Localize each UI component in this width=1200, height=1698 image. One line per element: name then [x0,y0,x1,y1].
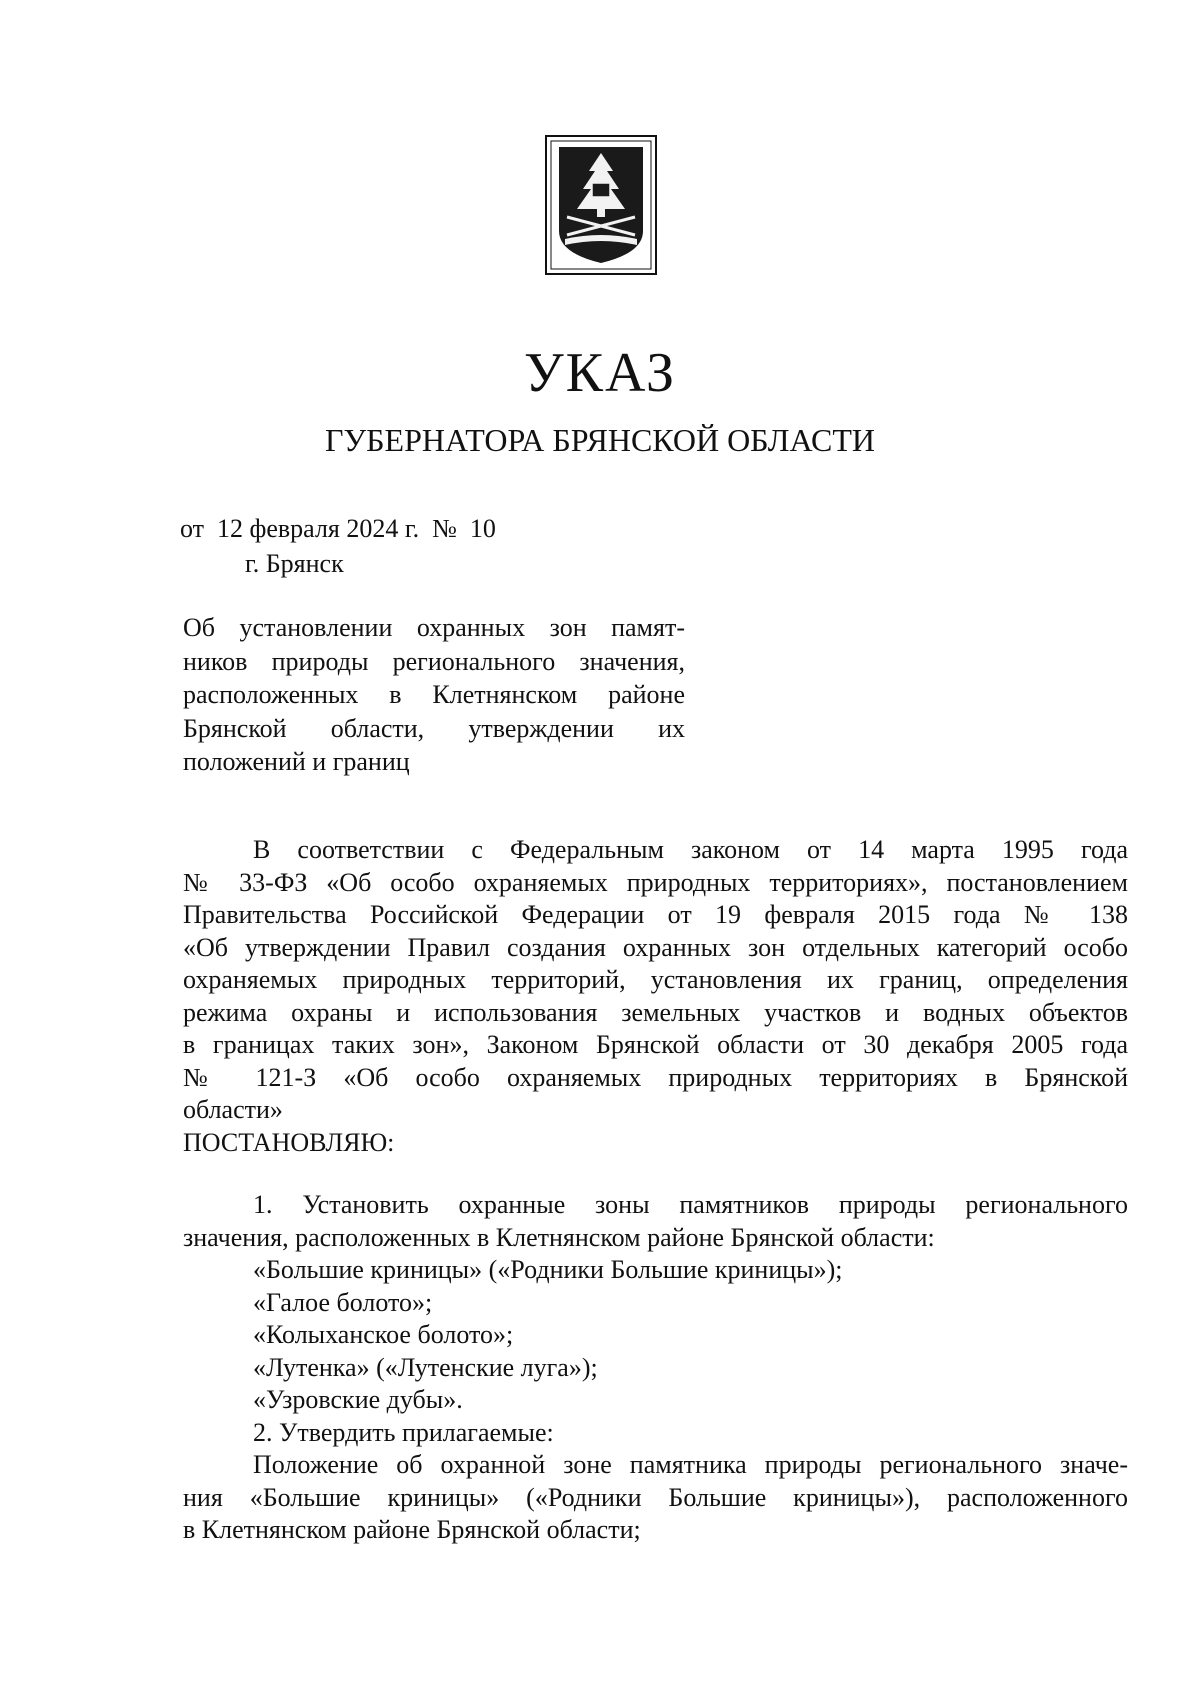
heading-line: Брянской области, утверждении их [183,713,685,743]
heading-line: ников природы регионального значения, [183,646,685,676]
preamble-line: № 121-З «Об особо охраняемых природных территориях в Брянской [183,1062,1128,1092]
item1-list-entry: «Галое болото»; [253,1287,433,1317]
item1-list-entry: «Большие криницы» («Родники Большие криницы»); [253,1255,843,1284]
document-city: г. Брянск [245,549,344,578]
document-date-number: от 12 февраля 2024 г. № 10 [180,514,496,543]
preamble-line: Правительства Российской Федерации от 19 февраля 2015 года № 138 [183,900,1128,929]
item1-line: 1. Установить охранные зоны памятников природы регионального [253,1190,1128,1219]
heading-line: расположенных в Клетнянском районе [183,680,685,709]
preamble-line: в границах таких зон», Законом Брянской области от 30 декабря 2005 года [183,1030,1128,1059]
paragraph-gap [183,1159,1128,1189]
item2-line: в Клетнянском районе Брянской области; [183,1515,641,1544]
decree-word: ПОСТАНОВЛЯЮ: [183,1127,395,1157]
preamble-line: № 33-ФЗ «Об особо охраняемых природных территориях», постановлением [183,867,1128,897]
item1-list-entry: «Лутенка» («Лутенские луга»); [253,1352,598,1382]
document-body [183,834,1128,1547]
item1-list-entry: «Колыханское болото»; [253,1320,514,1349]
preamble-line: охраняемых природных территорий, установления их границ, определения [183,965,1128,994]
document-heading [183,611,685,779]
preamble-line: области» [183,1095,283,1124]
preamble-line: «Об утверждении Правил создания охранных зон отдельных категорий особо [183,932,1128,962]
item1-list-entry: «Узровские дубы». [253,1385,463,1414]
heading-line: Об установлении охранных зон памят- [183,613,685,642]
document-subtitle: ГУБЕРНАТОРА БРЯНСКОЙ ОБЛАСТИ [325,422,875,458]
item1-line: значения, расположенных в Клетнянском районе Брянской области: [183,1222,935,1252]
item2-line: ния «Большие криницы» («Родники Большие криницы»), расположенного [183,1482,1128,1512]
item2-lead: 2. Утвердить прилагаемые: [253,1417,554,1447]
preamble-line: режима охраны и использования земельных участков и водных объектов [183,997,1128,1027]
heading-line: положений и границ [183,747,410,776]
item2-line: Положение об охранной зоне памятника природы регионального значе- [253,1450,1128,1479]
preamble-line: В соответствии с Федеральным законом от 14 марта 1995 года [253,835,1128,864]
coat-of-arms-icon [545,135,657,275]
document-title: УКАЗ [523,342,677,404]
